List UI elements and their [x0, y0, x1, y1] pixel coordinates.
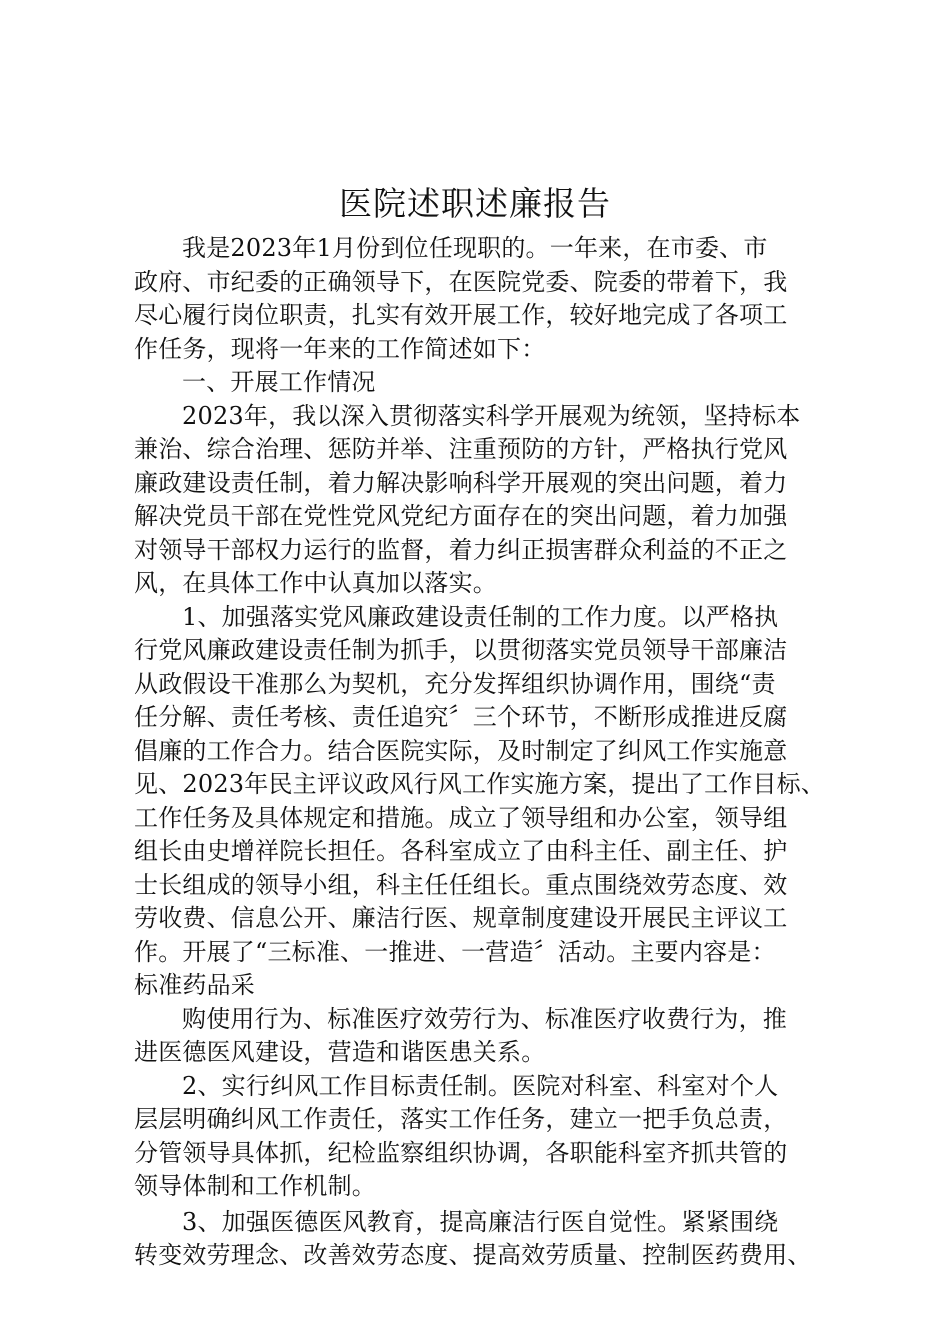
text-line: 我是2023年1月份到位任现职的。一年来，在市委、市 — [182, 234, 768, 262]
paragraph-item-1 — [134, 601, 834, 1003]
text-line: 见、2023年民主评议政风行风工作实施方案，提出了工作目标、 — [134, 770, 826, 798]
text-line: 从政假设干准那么为契机，充分发挥组织协调作用，围绕“责 — [134, 669, 776, 698]
text-line: 士长组成的领导小组，科主任任组长。重点围绕效劳态度、效 — [134, 870, 788, 899]
text-line: 倡廉的工作合力。结合医院实际，及时制定了纠风工作实施意 — [134, 736, 788, 765]
text-line: 作任务，现将一年来的工作简述如下： — [134, 334, 546, 363]
document-body — [134, 232, 834, 1273]
text-line: 任分解、责任考核、责任追究〞三个环节，不断形成推进反腐 — [134, 703, 788, 731]
text-line: 一、开展工作情况 — [182, 368, 376, 396]
paragraph-item-3 — [134, 1206, 834, 1273]
text-line: 政府、市纪委的正确领导下，在医院党委、院委的带着下，我 — [134, 267, 788, 296]
text-line: 层层明确纠风工作责任，落实工作任务，建立一把手负总责， — [134, 1105, 788, 1133]
text-line: 兼治、综合治理、惩防并举、注重预防的方针，严格执行党风 — [134, 435, 788, 463]
text-line: 购使用行为、标准医疗效劳行为、标准医疗收费行为，推 — [182, 1004, 787, 1033]
paragraph-item-2 — [134, 1070, 834, 1204]
text-line: 劳收费、信息公开、廉洁行医、规章制度建设开展民主评议工 — [134, 904, 788, 932]
text-line: 行党风廉政建设责任制为抓手，以贯彻落实党员领导干部廉洁 — [134, 636, 788, 664]
text-line: 作。开展了“三标准、一推进、一营造〞活动。主要内容是： — [134, 937, 776, 966]
paragraph-item-1-continued — [134, 1003, 834, 1070]
text-line: 领导体制和工作机制。 — [134, 1172, 376, 1200]
text-line: 3、加强医德医风教育，提高廉洁行医自觉性。紧紧围绕 — [182, 1207, 779, 1236]
text-line: 转变效劳理念、改善效劳态度、提高效劳质量、控制医药费用、 — [134, 1241, 812, 1269]
text-line: 标准药品采 — [134, 971, 255, 999]
text-line: 进医德医风建设，营造和谐医患关系。 — [134, 1038, 546, 1066]
paragraph-overview — [134, 400, 834, 601]
section-heading — [134, 366, 834, 400]
text-line: 2023年，我以深入贯彻落实科学开展观为统领，坚持标本 — [182, 401, 801, 430]
text-line: 工作任务及具体规定和措施。成立了领导组和办公室，领导组 — [134, 803, 788, 832]
document-title: 医院述职述廉报告 — [339, 184, 611, 223]
text-line: 解决党员干部在党性党风党纪方面存在的突出问题，着力加强 — [134, 502, 788, 530]
text-line: 分管领导具体抓，纪检监察组织协调，各职能科室齐抓共管的 — [134, 1138, 788, 1167]
paragraph-intro — [134, 232, 834, 366]
text-line: 组长由史增祥院长担任。各科室成立了由科主任、副主任、护 — [134, 837, 788, 865]
text-line: 风，在具体工作中认真加以落实。 — [134, 569, 497, 597]
text-line: 2、实行纠风工作目标责任制。医院对科室、科室对个人 — [182, 1071, 779, 1100]
text-line: 尽心履行岗位职责，扎实有效开展工作，较好地完成了各项工 — [134, 301, 788, 329]
text-line: 廉政建设责任制，着力解决影响科学开展观的突出问题，着力 — [134, 468, 788, 497]
text-line: 对领导干部权力运行的监督，着力纠正损害群众利益的不正之 — [134, 535, 788, 564]
text-line: 1、加强落实党风廉政建设责任制的工作力度。以严格执 — [182, 602, 779, 631]
